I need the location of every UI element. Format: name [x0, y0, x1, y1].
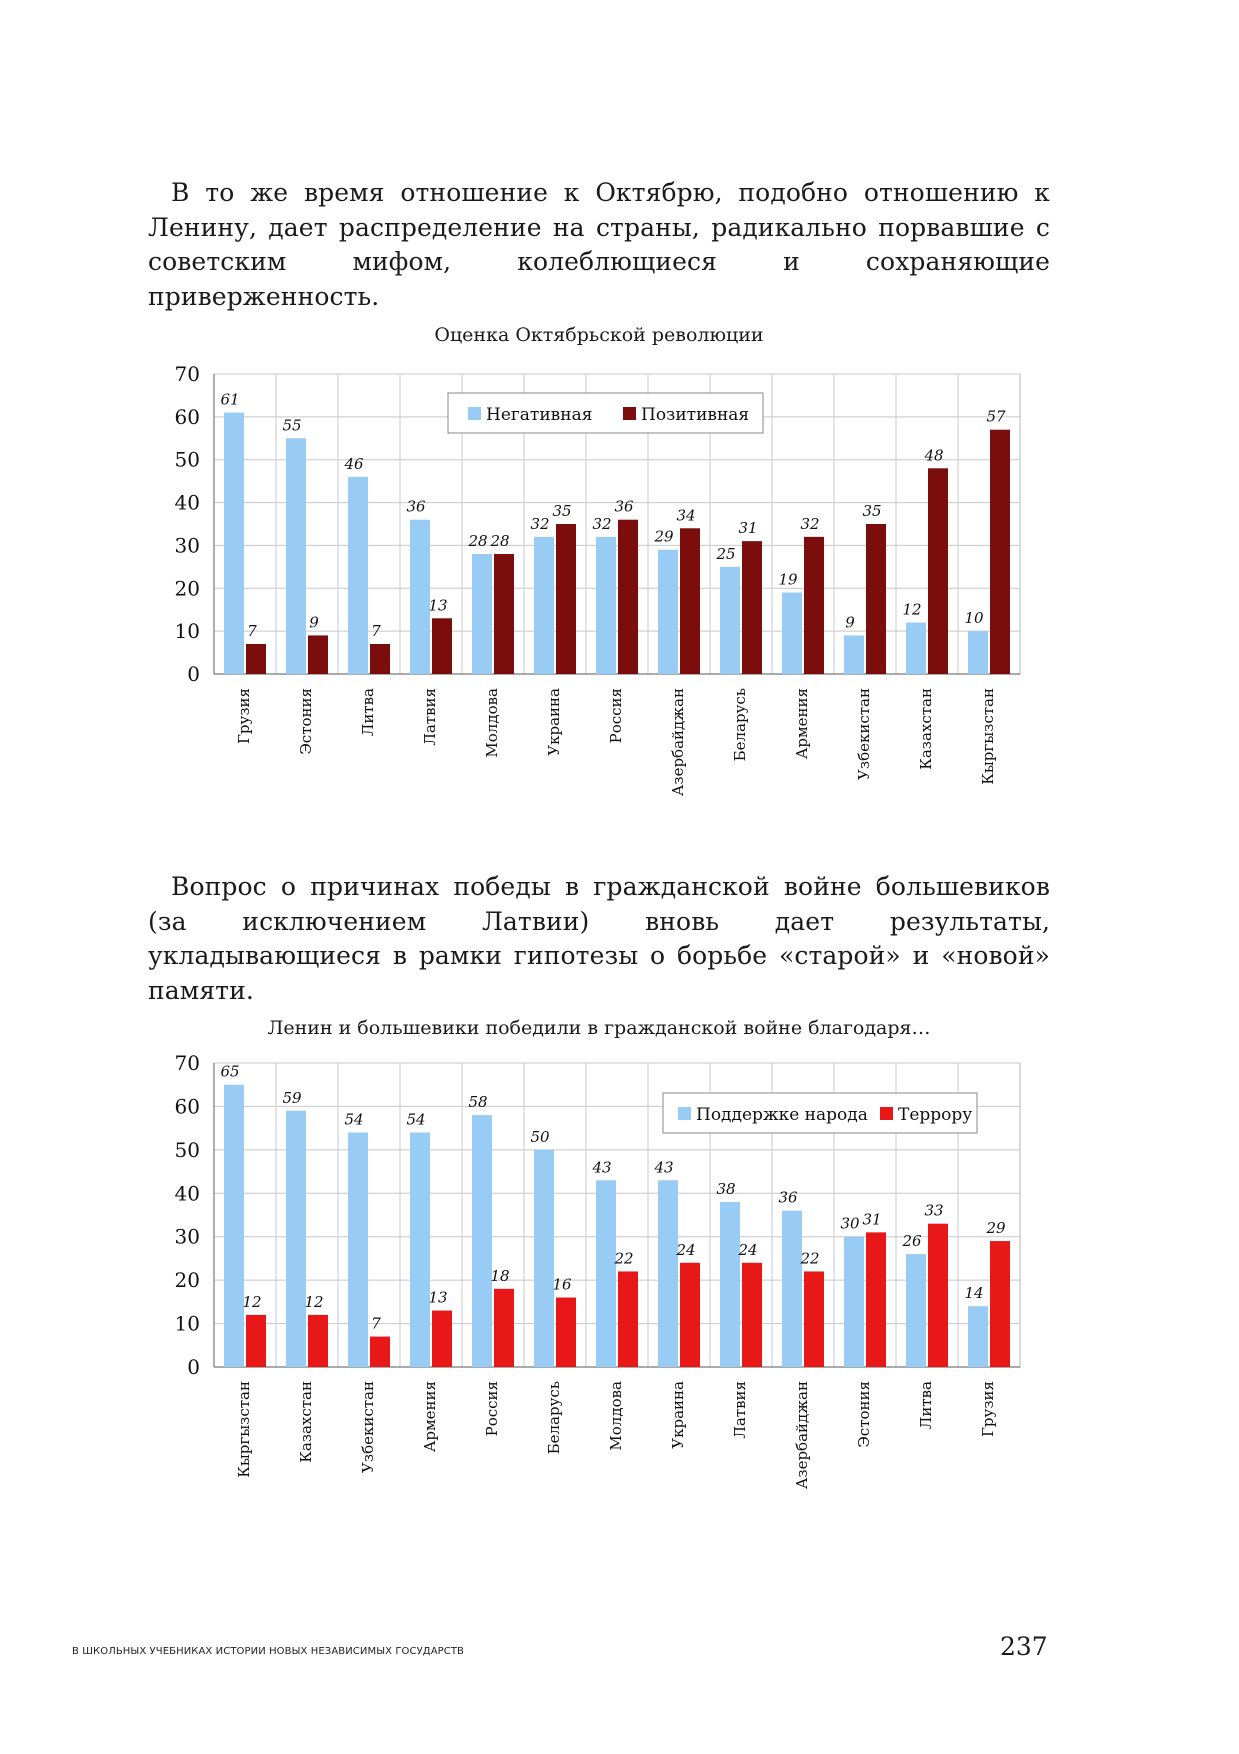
y-tick-label: 0 [187, 1355, 200, 1379]
legend-label: Негативная [486, 405, 593, 425]
category-label: Литва [359, 688, 377, 737]
bar-series-2 [680, 1263, 700, 1367]
category-label: Россия [607, 688, 625, 744]
bar-series-2 [928, 1224, 948, 1367]
y-tick-label: 60 [174, 1094, 200, 1119]
bar-series-1 [286, 1111, 306, 1367]
y-tick-label: 10 [174, 1311, 200, 1336]
data-label: 12 [902, 600, 922, 619]
data-label: 33 [924, 1201, 944, 1220]
category-label: Армения [793, 688, 811, 759]
y-tick-label: 40 [174, 1181, 200, 1206]
category-label: Россия [483, 1381, 501, 1437]
data-label: 43 [592, 1158, 612, 1177]
data-label: 7 [371, 1314, 381, 1333]
y-tick-label: 70 [174, 1051, 200, 1075]
page-number: 237 [1000, 1632, 1048, 1661]
bar-series-1 [596, 537, 616, 674]
bar-series-1 [286, 438, 306, 674]
data-label: 13 [428, 596, 448, 615]
category-label: Литва [917, 1381, 935, 1430]
bar-series-2 [308, 1315, 328, 1367]
data-label: 59 [282, 1088, 302, 1107]
y-tick-label: 30 [174, 533, 200, 558]
bar-series-1 [472, 1115, 492, 1367]
data-label: 61 [220, 390, 240, 409]
bar-series-1 [224, 1085, 244, 1367]
category-label: Казахстан [917, 688, 935, 770]
chart-october-revolution [0, 350, 1239, 800]
data-label: 35 [862, 502, 882, 520]
bar-series-2 [432, 1311, 452, 1367]
data-label: 36 [406, 497, 426, 516]
bar-series-2 [432, 618, 452, 674]
data-label: 9 [845, 613, 855, 632]
y-tick-label: 0 [187, 662, 200, 686]
data-label: 26 [902, 1232, 922, 1251]
y-tick-label: 50 [174, 447, 200, 472]
legend-label: Террору [898, 1105, 973, 1125]
data-label: 25 [716, 544, 736, 563]
legend-label: Поддержке народа [696, 1105, 868, 1125]
y-tick-label: 40 [174, 490, 200, 515]
data-label: 12 [242, 1292, 262, 1311]
category-label: Кыргызстан [235, 1381, 253, 1478]
bar-series-1 [782, 1211, 802, 1367]
legend-label: Позитивная [641, 405, 750, 425]
category-label: Беларусь [545, 1381, 563, 1455]
data-label: 22 [614, 1249, 634, 1268]
bar-series-2 [494, 1289, 514, 1367]
bar-series-1 [844, 1237, 864, 1367]
data-label: 12 [304, 1292, 324, 1311]
data-label: 13 [428, 1288, 448, 1307]
y-tick-label: 30 [174, 1224, 200, 1249]
chart-civil-war-victory [0, 1040, 1239, 1490]
category-label: Латвия [731, 1381, 749, 1439]
bar-series-1 [968, 1306, 988, 1367]
data-label: 7 [371, 622, 381, 640]
bar-series-1 [658, 550, 678, 674]
bar-series-2 [742, 1263, 762, 1367]
bar-series-1 [224, 413, 244, 674]
bar-series-2 [618, 1271, 638, 1367]
data-label: 28 [468, 532, 488, 550]
category-label: Эстония [297, 688, 315, 755]
data-label: 46 [344, 454, 364, 473]
bar-series-2 [928, 468, 948, 674]
data-label: 14 [964, 1284, 984, 1303]
data-label: 22 [800, 1249, 820, 1268]
data-label: 18 [490, 1266, 510, 1285]
data-label: 50 [530, 1127, 550, 1146]
data-label: 55 [282, 416, 302, 435]
category-label: Молдова [607, 1381, 625, 1451]
data-label: 57 [986, 407, 1006, 426]
bar-series-1 [472, 554, 492, 674]
category-label: Армения [421, 1381, 439, 1452]
data-label: 58 [468, 1093, 488, 1112]
bar-series-2 [804, 1271, 824, 1367]
bar-series-1 [658, 1180, 678, 1367]
data-label: 31 [738, 519, 758, 538]
data-label: 10 [964, 609, 984, 628]
category-label: Казахстан [297, 1381, 315, 1463]
data-label: 30 [840, 1214, 860, 1233]
data-label: 24 [676, 1240, 696, 1259]
bar-series-1 [348, 1132, 368, 1367]
footer-running-title: В ШКОЛЬНЫХ УЧЕБНИКАХ ИСТОРИИ НОВЫХ НЕЗАВИСИМЫХ ГОСУДАРСТВ [72, 1646, 465, 1657]
paragraph-2: Вопрос о причинах победы в гражданской войне большевиков (за исключением Латвии) вновь дает результаты, укладывающиеся в рамки гипотезы о борьбе «старой» и «новой» памяти. [148, 872, 1050, 1005]
bar-series-2 [370, 1337, 390, 1367]
data-label: 9 [309, 613, 319, 632]
category-label: Молдова [483, 688, 501, 758]
paragraph-1: В то же время отношение к Октябрю, подобно отношению к Ленину, дает распределение на страны, радикально порвавшие с советским мифом, колеблющиеся и сохраняющие приверженность. [148, 178, 1050, 311]
data-label: 24 [738, 1240, 758, 1259]
data-label: 38 [716, 1179, 736, 1198]
category-label: Кыргызстан [979, 688, 997, 785]
bar-series-1 [968, 631, 988, 674]
bar-series-1 [720, 1202, 740, 1367]
bar-series-1 [534, 1150, 554, 1367]
bar-series-1 [906, 623, 926, 674]
bar-series-2 [742, 541, 762, 674]
y-tick-label: 50 [174, 1137, 200, 1162]
data-label: 29 [986, 1219, 1006, 1238]
bar-series-2 [990, 1241, 1010, 1367]
data-label: 43 [654, 1158, 674, 1177]
category-label: Беларусь [731, 688, 749, 762]
data-label: 65 [220, 1062, 240, 1081]
category-label: Латвия [421, 688, 439, 746]
data-label: 16 [552, 1275, 572, 1294]
bar-series-1 [844, 635, 864, 674]
bar-series-1 [534, 537, 554, 674]
data-label: 35 [552, 502, 572, 520]
data-label: 36 [614, 497, 634, 516]
bar-series-2 [556, 1298, 576, 1367]
legend-swatch [468, 407, 481, 420]
data-label: 36 [778, 1188, 798, 1207]
bar-series-2 [494, 554, 514, 674]
chart-1-title: Оценка Октябрьской революции [434, 324, 764, 346]
data-label: 7 [247, 622, 257, 640]
bar-series-2 [308, 635, 328, 674]
legend-swatch [623, 407, 636, 420]
bar-series-1 [782, 593, 802, 674]
bar-series-1 [596, 1180, 616, 1367]
data-label: 29 [654, 527, 674, 546]
data-label: 34 [676, 506, 696, 525]
bar-series-1 [348, 477, 368, 674]
y-tick-label: 20 [174, 576, 200, 601]
y-tick-label: 70 [174, 362, 200, 386]
legend [448, 393, 763, 433]
bar-series-2 [246, 1315, 266, 1367]
category-label: Узбекистан [855, 688, 873, 780]
data-label: 32 [592, 514, 612, 533]
bar-series-2 [804, 537, 824, 674]
bar-series-1 [720, 567, 740, 674]
bar-series-2 [618, 520, 638, 674]
data-label: 54 [344, 1110, 364, 1129]
data-label: 32 [800, 514, 820, 533]
chart-2-title: Ленин и большевики победили в гражданской войне благодаря… [267, 1017, 931, 1039]
category-label: Эстония [855, 1381, 873, 1448]
data-label: 32 [530, 514, 550, 533]
y-tick-label: 10 [174, 619, 200, 644]
bar-series-1 [906, 1254, 926, 1367]
bar-series-1 [410, 1132, 430, 1367]
data-label: 28 [490, 532, 510, 550]
data-label: 54 [406, 1110, 426, 1129]
legend [663, 1093, 977, 1133]
bar-series-2 [370, 644, 390, 674]
data-label: 31 [862, 1210, 882, 1229]
category-label: Грузия [979, 1381, 997, 1438]
bar-series-2 [680, 528, 700, 674]
category-label: Азербайджан [793, 1381, 811, 1489]
y-tick-label: 20 [174, 1268, 200, 1293]
category-label: Украина [545, 688, 563, 756]
legend-swatch [880, 1107, 893, 1120]
bar-series-2 [990, 430, 1010, 674]
bar-series-2 [556, 524, 576, 674]
category-label: Украина [669, 1381, 687, 1449]
legend-swatch [678, 1107, 691, 1120]
category-label: Узбекистан [359, 1381, 377, 1473]
data-label: 19 [778, 570, 798, 589]
bar-series-2 [866, 524, 886, 674]
bar-series-1 [410, 520, 430, 674]
bar-series-2 [246, 644, 266, 674]
category-label: Азербайджан [669, 688, 687, 796]
y-tick-label: 60 [174, 404, 200, 429]
data-label: 48 [924, 446, 944, 465]
category-label: Грузия [235, 688, 253, 745]
bar-series-2 [866, 1232, 886, 1367]
